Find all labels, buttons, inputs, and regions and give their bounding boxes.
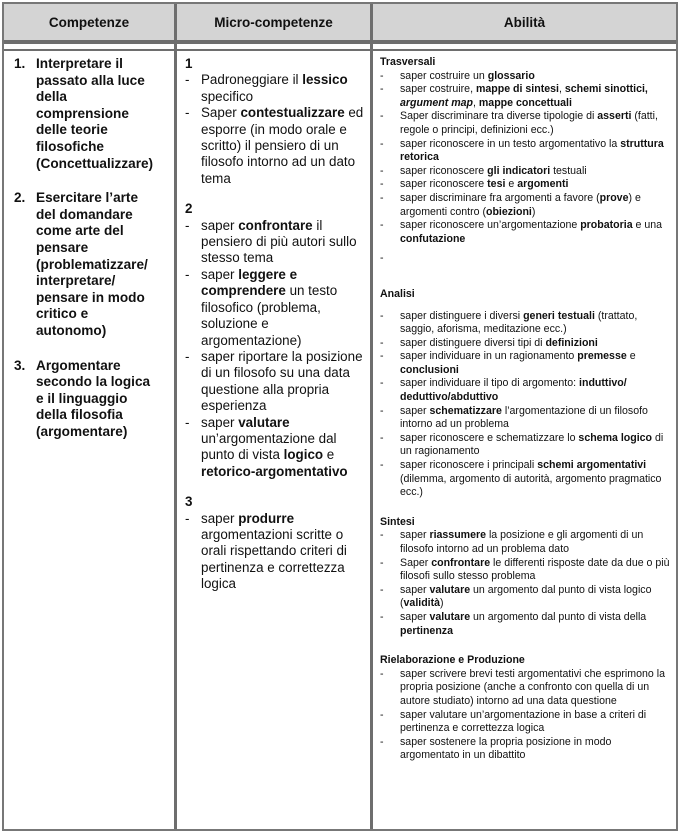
abilita-text: saper riconoscere [400, 164, 488, 177]
micro-text: ed esporre (in modo orale e scritto) il pensiero di un filosofo intorno ad un dato tema [201, 105, 364, 186]
abilita-item [380, 736, 672, 763]
abilita-item [380, 377, 672, 404]
abilita-keyword: pertinenza [400, 624, 453, 637]
bullet-dash: - [185, 414, 190, 430]
micro-keyword: produrre [238, 510, 295, 526]
bullet-dash: - [380, 667, 384, 680]
bullet-dash: - [380, 459, 384, 472]
bullet-dash: - [380, 252, 384, 265]
micro-group-2 [185, 201, 365, 480]
abilita-keyword: argomenti [517, 178, 569, 191]
micro-item [185, 72, 365, 105]
abilita-item [380, 178, 672, 192]
competence-table [2, 2, 678, 831]
abilita-item [380, 459, 672, 500]
abilita-item [380, 668, 672, 709]
micro-text: saper [201, 510, 239, 526]
abilita-keyword: conclusioni [400, 363, 459, 376]
abilita-text: saper [400, 583, 430, 596]
abilita-text: un argomento dal punto di vista della [470, 610, 647, 623]
abilita-text: saper riconoscere i principali [400, 459, 538, 472]
abilita-keyword: valutare [429, 610, 471, 623]
competenza-line: (Concettualizzare) [36, 155, 154, 171]
abilita-text: Saper discriminare tra diverse tipologie di [400, 110, 598, 123]
abilita-keyword: prove [599, 191, 629, 204]
abilita-text: ) e argomenti contro ( [400, 191, 641, 218]
competenza-line: Argomentare [36, 357, 121, 373]
micro-group-number: 2 [185, 201, 193, 217]
abilita-item [380, 709, 672, 736]
competenza-2 [14, 190, 164, 339]
abilita-item [380, 138, 672, 165]
bullet-dash: - [380, 336, 384, 349]
micro-text: Padroneggiare il [201, 72, 303, 88]
bullet-dash: - [380, 583, 384, 596]
abilita-text: e [626, 350, 636, 363]
bullet-dash: - [380, 137, 384, 150]
bullet-dash: - [380, 377, 384, 390]
competenza-number: 2. [14, 190, 26, 206]
abilita-text: (trattato, saggio, aforisma, meditazione ecc.) [400, 309, 638, 336]
abilita-text: un argomento dal punto di vista logico ( [400, 583, 652, 610]
micro-item [185, 349, 365, 415]
abilita-keyword: struttura retorica [400, 137, 664, 164]
abilita-item-empty [380, 252, 672, 266]
micro-item [185, 415, 365, 481]
abilita-keyword: confutazione [400, 232, 466, 245]
header-separator [4, 49, 676, 51]
abilita-keyword: schema logico [578, 431, 653, 444]
section-title: Trasversali [380, 56, 436, 68]
abilita-text: saper riconoscere e schematizzare lo [400, 431, 579, 444]
abilita-keyword: obiezioni [485, 205, 532, 218]
competenza-line: della filosofia [36, 407, 123, 423]
micro-item [185, 218, 365, 267]
bullet-dash: - [380, 735, 384, 748]
competenza-line: pensare in modo [36, 289, 145, 305]
abilita-text: saper [400, 529, 430, 542]
competenza-text [36, 358, 164, 441]
competenza-line: Interpretare il [36, 56, 123, 71]
section-rielaborazione [380, 654, 672, 763]
abilita-item [380, 405, 672, 432]
abilita-item [380, 310, 672, 337]
micro-text: argomentazioni scritte o orali rispettando criteri di pertinenza e correttezza logica [201, 526, 347, 592]
abilita-item [380, 70, 672, 84]
micro-keyword: valutare [238, 414, 290, 430]
abilita-text: saper discriminare fra argomenti a favore ( [400, 191, 600, 204]
micro-keyword: logico [283, 447, 324, 463]
micro-item [185, 267, 365, 349]
abilita-text: le differenti risposte date da due o più filosofi sullo stesso problema [400, 556, 670, 583]
abilita-keyword: valutare [429, 583, 471, 596]
bullet-dash: - [185, 72, 190, 88]
abilita-text: e una [632, 219, 663, 232]
competenza-line: del domandare [36, 206, 133, 222]
abilita-item [380, 219, 672, 246]
section-sintesi [380, 516, 672, 638]
micro-group-number: 3 [185, 494, 193, 510]
bullet-dash: - [380, 708, 384, 721]
competenza-line: e il linguaggio [36, 390, 128, 406]
bullet-dash: - [380, 178, 384, 191]
abilita-text: saper distinguere diversi tipi di [400, 336, 546, 349]
bullet-dash: - [380, 556, 384, 569]
micro-text: saper [201, 414, 239, 430]
abilita-keyword: validità [403, 597, 441, 610]
abilita-item [380, 110, 672, 137]
competenza-line: autonomo) [36, 322, 107, 338]
competenza-line: (argomentare) [36, 423, 128, 439]
micro-item [185, 105, 365, 187]
competenza-line: Esercitare l’arte [36, 190, 139, 206]
column-divider-2 [370, 4, 373, 829]
bullet-dash: - [380, 350, 384, 363]
abilita-item [380, 337, 672, 351]
abilita-item [380, 192, 672, 219]
competenza-line: della [36, 89, 67, 105]
abilita-keyword: schemi argomentativi [537, 459, 647, 472]
competenza-line: interpretare/ [36, 273, 116, 289]
competenza-number: 1. [14, 56, 26, 71]
competenza-1 [14, 56, 164, 172]
micro-text: il pensiero di più autori sullo stesso tema [201, 217, 357, 266]
competenza-3 [14, 358, 164, 441]
abilita-keyword: schematizzare [429, 404, 502, 417]
competenza-line: critico e [36, 306, 89, 322]
abilita-text: e [505, 178, 518, 191]
abilita-keyword: premesse [577, 350, 627, 363]
abilita-keyword: asserti [597, 110, 632, 123]
micro-keyword: retorico-argomentativo [201, 463, 348, 479]
abilita-keyword: schemi sinottici, [564, 83, 648, 96]
abilita-keyword: tesi [487, 178, 506, 191]
bullet-dash: - [185, 510, 190, 526]
abilita-item [380, 584, 672, 611]
abilita-text: saper costruire un [400, 69, 488, 82]
micro-text: un’argomentazione dal punto di vista [201, 430, 337, 463]
competenza-line: filosofiche [36, 138, 104, 154]
header-micro-competenze: Micro-competenze [177, 4, 370, 44]
micro-keyword: confrontare [238, 217, 313, 233]
abilita-text: Saper [400, 556, 432, 569]
abilita-keyword: glossario [487, 69, 535, 82]
micro-text: saper [201, 266, 239, 282]
abilita-keyword: gli indicatori [487, 164, 551, 177]
micro-text: specifico [201, 88, 254, 104]
abilita-text: ) [531, 205, 536, 218]
abilita-text: saper [400, 610, 430, 623]
bullet-dash: - [380, 219, 384, 232]
bullet-dash: - [380, 404, 384, 417]
abilita-keyword: generi testuali [523, 309, 595, 322]
micro-text: Saper [201, 105, 241, 121]
micro-group-number: 1 [185, 56, 193, 71]
abilita-text: saper valutare un’argomentazione in base a criteri di pertinenza e correttezza logica [400, 708, 647, 735]
section-analisi [380, 288, 672, 500]
abilita-keyword: argument map [400, 96, 473, 109]
bullet-dash: - [380, 110, 384, 123]
abilita-item [380, 83, 672, 110]
micro-competenze-column [185, 56, 365, 607]
section-trasversali [380, 56, 672, 266]
abilita-text: saper costruire, [400, 83, 476, 96]
abilita-text: (dilemma, argomento di autorità, argomento pragmatico ecc.) [400, 472, 662, 499]
section-title: Sintesi [380, 515, 415, 528]
header-abilita: Abilità [373, 4, 676, 44]
abilita-keyword: mappe concettuali [478, 96, 572, 109]
competenza-line: delle teorie [36, 122, 108, 138]
abilita-keyword: definizioni [545, 336, 598, 349]
abilita-text: la posizione e gli argomenti di un filosofo intorno ad un problema dato [400, 529, 644, 555]
abilita-text: testuali [550, 164, 587, 177]
abilita-keyword: induttivo/ deduttivo/abduttivo [400, 377, 627, 404]
abilita-text: saper riconoscere in un testo argomentativo la [400, 137, 621, 150]
bullet-dash: - [185, 266, 190, 282]
abilita-text: , [473, 96, 479, 109]
abilita-text: saper [400, 404, 430, 417]
column-divider-1 [174, 4, 177, 829]
micro-text: e [323, 447, 335, 463]
micro-keyword: contestualizzare [240, 105, 345, 121]
bullet-dash: - [185, 217, 190, 233]
micro-text: un testo filosofico (problema, soluzione e argomentazione) [201, 283, 338, 348]
micro-text: saper [201, 217, 239, 233]
abilita-item [380, 529, 672, 556]
abilita-item [380, 350, 672, 377]
competenza-text [36, 190, 164, 339]
abilita-item [380, 165, 672, 179]
abilita-item [380, 611, 672, 638]
abilita-item [380, 557, 672, 584]
competenza-line: pensare [36, 239, 89, 255]
competenza-line: secondo la logica [36, 374, 151, 390]
abilita-text: di un ragionamento [400, 431, 664, 458]
abilita-keyword: riassumere [429, 529, 486, 542]
competenza-text [36, 56, 164, 172]
abilita-text: saper sostenere la propria posizione in modo argomentato in un dibattito [400, 735, 612, 762]
abilita-keyword: confrontare [431, 556, 491, 569]
competenza-line: (problematizzare/ [36, 256, 148, 272]
bullet-dash: - [380, 69, 384, 82]
abilita-text: saper scrivere brevi testi argomentativi che esprimono la propria posizione (anche a confronto con quella di un autore studiato) intorno ad una data questione [400, 667, 665, 707]
abilita-keyword: mappe di sintesi [475, 83, 559, 96]
micro-group-1 [185, 56, 365, 187]
bullet-dash: - [380, 610, 384, 623]
competenza-number: 3. [14, 357, 26, 373]
competenza-line: come arte del [36, 223, 124, 239]
abilita-text: ) [440, 597, 444, 610]
micro-item [185, 511, 365, 593]
abilita-text: (fatti, regole o principi, definizioni ecc.) [400, 110, 658, 136]
micro-keyword: lessico [302, 72, 348, 88]
bullet-dash: - [380, 191, 384, 204]
abilita-text: , [558, 83, 565, 96]
bullet-dash: - [380, 83, 384, 96]
bullet-dash: - [380, 431, 384, 444]
micro-group-3 [185, 494, 365, 592]
bullet-dash: - [185, 348, 190, 364]
micro-text: saper riportare la posizione di un filosofo su una data questione alla propria esperienza [201, 348, 363, 414]
micro-keyword: leggere e comprendere [201, 266, 298, 299]
section-title: Analisi [380, 287, 415, 300]
abilita-column [380, 56, 672, 763]
abilita-text: saper individuare il tipo di argomento: [400, 377, 580, 390]
abilita-item [380, 432, 672, 459]
abilita-text: l’argomentazione di un filosofo intorno ad un problema [400, 404, 648, 431]
header-competenze: Competenze [4, 4, 174, 44]
bullet-dash: - [380, 309, 384, 322]
section-title: Rielaborazione e Produzione [380, 654, 525, 667]
abilita-keyword: probatoria [580, 219, 633, 232]
bullet-dash: - [380, 529, 384, 542]
competenze-column [14, 56, 164, 458]
abilita-text: saper distinguere i diversi [400, 309, 524, 322]
competenza-line: passato alla luce [36, 72, 145, 88]
abilita-text: saper riconoscere un’argomentazione [400, 219, 581, 232]
abilita-text: saper individuare in un ragionamento [400, 350, 578, 363]
bullet-dash: - [380, 164, 384, 177]
competenza-line: comprensione [36, 105, 129, 121]
bullet-dash: - [185, 105, 190, 121]
abilita-text: saper riconoscere [400, 178, 488, 191]
